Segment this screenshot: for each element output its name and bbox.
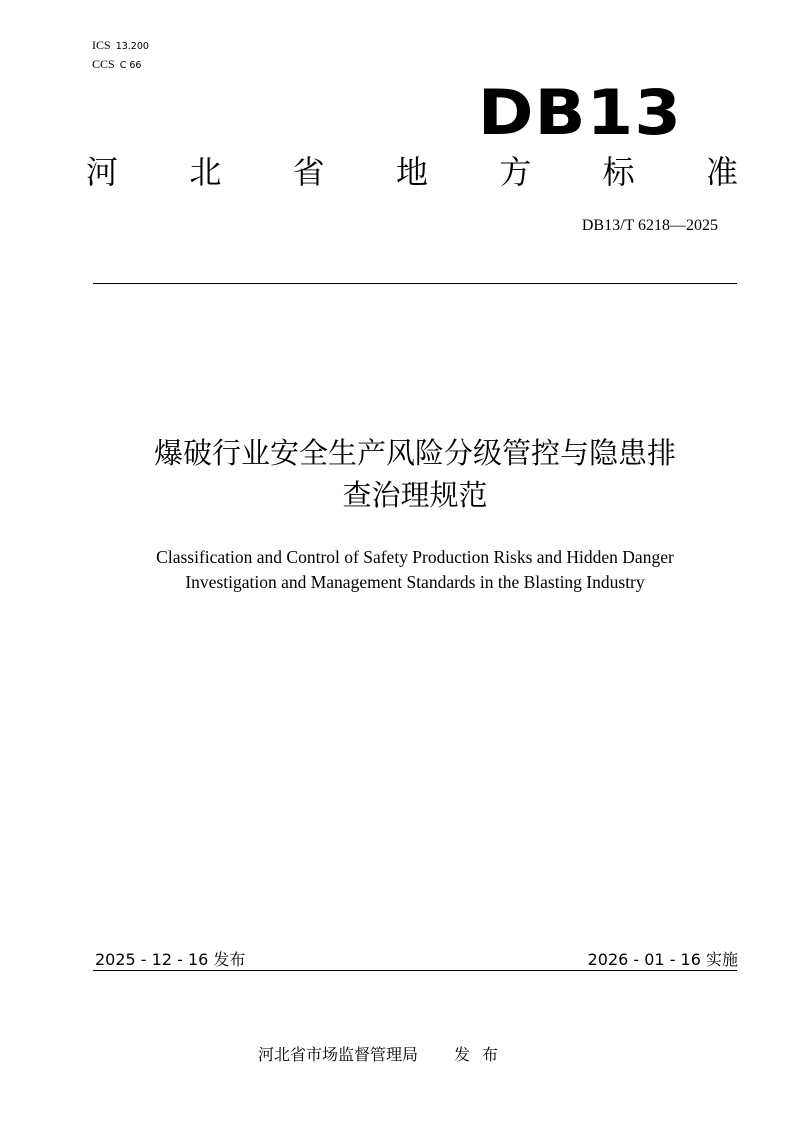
ccs-line <box>92 57 141 72</box>
standard-type-char: 标 <box>602 153 635 191</box>
standard-type-heading <box>86 150 738 194</box>
standard-number: DB13/T 6218—2025 <box>581 217 718 234</box>
ics-code: 13.200 <box>115 41 149 52</box>
issue-date: 2025 - 12 - 16 发布 <box>95 950 246 969</box>
issuer-line <box>258 1042 510 1065</box>
issuer-name: 河北省市场监督管理局 <box>258 1045 419 1064</box>
standard-type-char: 省 <box>292 153 325 191</box>
ccs-label: CCS <box>92 57 115 71</box>
title-chinese <box>70 432 760 516</box>
standard-type-char: 地 <box>395 153 428 191</box>
standard-type-char: 北 <box>189 153 222 191</box>
title-english <box>70 545 760 595</box>
title-english-line-1: Classification and Control of Safety Production Risks and Hidden Danger <box>156 547 674 567</box>
db13-logo: DB13 <box>477 76 682 149</box>
standard-type-char: 方 <box>499 153 532 191</box>
ccs-code: C 66 <box>119 60 142 71</box>
bottom-divider <box>93 970 737 971</box>
implementation-date: 2026 - 01 - 16 实施 <box>587 950 738 969</box>
standard-type-char: 准 <box>705 153 738 191</box>
title-chinese-line-2: 查治理规范 <box>342 478 488 512</box>
issuer-action: 发布 <box>454 1045 511 1064</box>
title-english-line-2: Investigation and Management Standards in the Blasting Industry <box>185 572 645 592</box>
standard-type-char: 河 <box>86 153 119 191</box>
title-chinese-line-1: 爆破行业安全生产风险分级管控与隐患排 <box>153 436 676 470</box>
top-divider <box>93 283 737 284</box>
ics-line <box>92 38 149 53</box>
ics-label: ICS <box>92 38 111 52</box>
